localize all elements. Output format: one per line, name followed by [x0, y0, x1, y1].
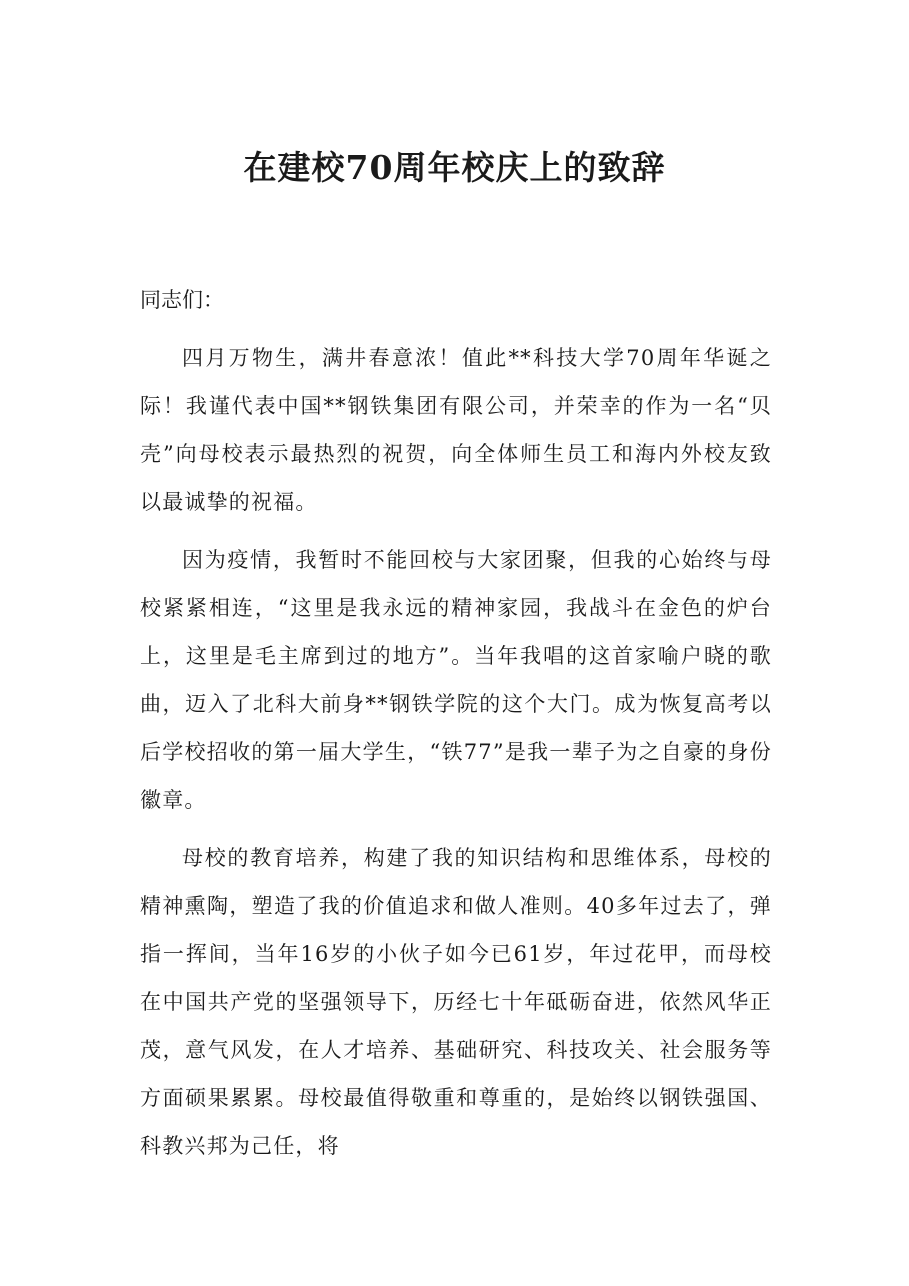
- document-title: 在建校70周年校庆上的致辞: [243, 148, 666, 187]
- paragraph-2: 因为疫情，我暂时不能回校与大家团聚，但我的心始终与母校紧紧相连，“这里是我永远的精神家园，我战斗在金色的炉台上，这里是毛主席到过的地方”。当年我唱的这首家喻户晓的歌曲，迈入了北科大前身**钢铁学院的这个大门。成为恢复高考以后学校招收的第一届大学生，“铁77”是我一辈子为之自豪的身份徽章。: [140, 548, 772, 812]
- paragraph-1: 四月万物生，满井春意浓！值此**科技大学70周年华诞之际！我谨代表中国**钢铁集团有限公司，并荣幸的作为一名“贝壳”向母校表示最热烈的祝贺，向全体师生员工和海内外校友致以最诚挚的祝福。: [140, 346, 772, 514]
- document-body: [140, 276, 772, 1170]
- salutation: 同志们：: [140, 288, 224, 312]
- paragraph-3: 母校的教育培养，构建了我的知识结构和思维体系，母校的精神熏陶，塑造了我的价值追求和做人准则。40多年过去了，弹指一挥间，当年16岁的小伙子如今已61岁，年过花甲，而母校在中国共产党的坚强领导下，历经七十年砥砺奋进，依然风华正茂，意气风发，在人才培养、基础研究、科技攻关、社会服务等方面硕果累累。母校最值得敬重和尊重的，是始终以钢铁强国、科教兴邦为己任，将: [140, 846, 772, 1158]
